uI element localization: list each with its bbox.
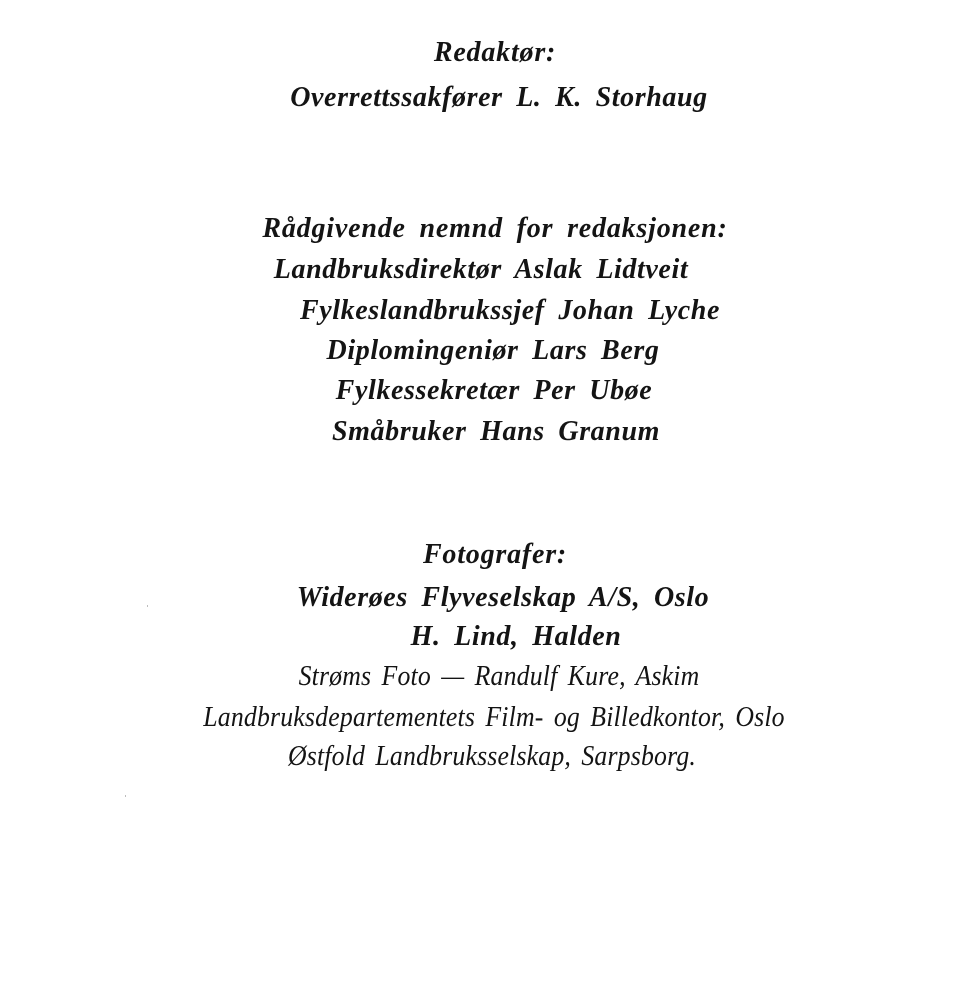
advisory-board-member: Fylkessekretær Per Ubøe [335,375,653,406]
photographer-entry: Østfold Landbruksselskap, Sarpsborg. [287,741,697,772]
photographers-heading: Fotografer: [422,539,568,570]
photographer-entry: Widerøes Flyveselskap A/S, Oslo [296,582,710,613]
advisory-board-member: Landbruksdirektør Aslak Lidtveit [273,254,689,285]
paper-speck [125,795,126,797]
editor-heading: Redaktør: [433,37,557,68]
advisory-board-heading: Rådgivende nemnd for redaksjonen: [262,213,728,244]
advisory-board-member: Fylkeslandbrukssjef Johan Lyche [299,295,721,326]
photographer-entry: Strøms Foto — Randulf Kure, Askim [298,661,700,692]
advisory-board-member: Småbruker Hans Granum [331,416,661,447]
photographer-entry: H. Lind, Halden [410,621,622,652]
paper-speck [147,605,148,607]
advisory-board-member: Diplomingeniør Lars Berg [326,335,660,366]
editor-name: Overrettssakfører L. K. Storhaug [290,82,708,113]
photographer-entry: Landbruksdepartementets Film- og Billedkontor, Oslo [203,702,785,733]
